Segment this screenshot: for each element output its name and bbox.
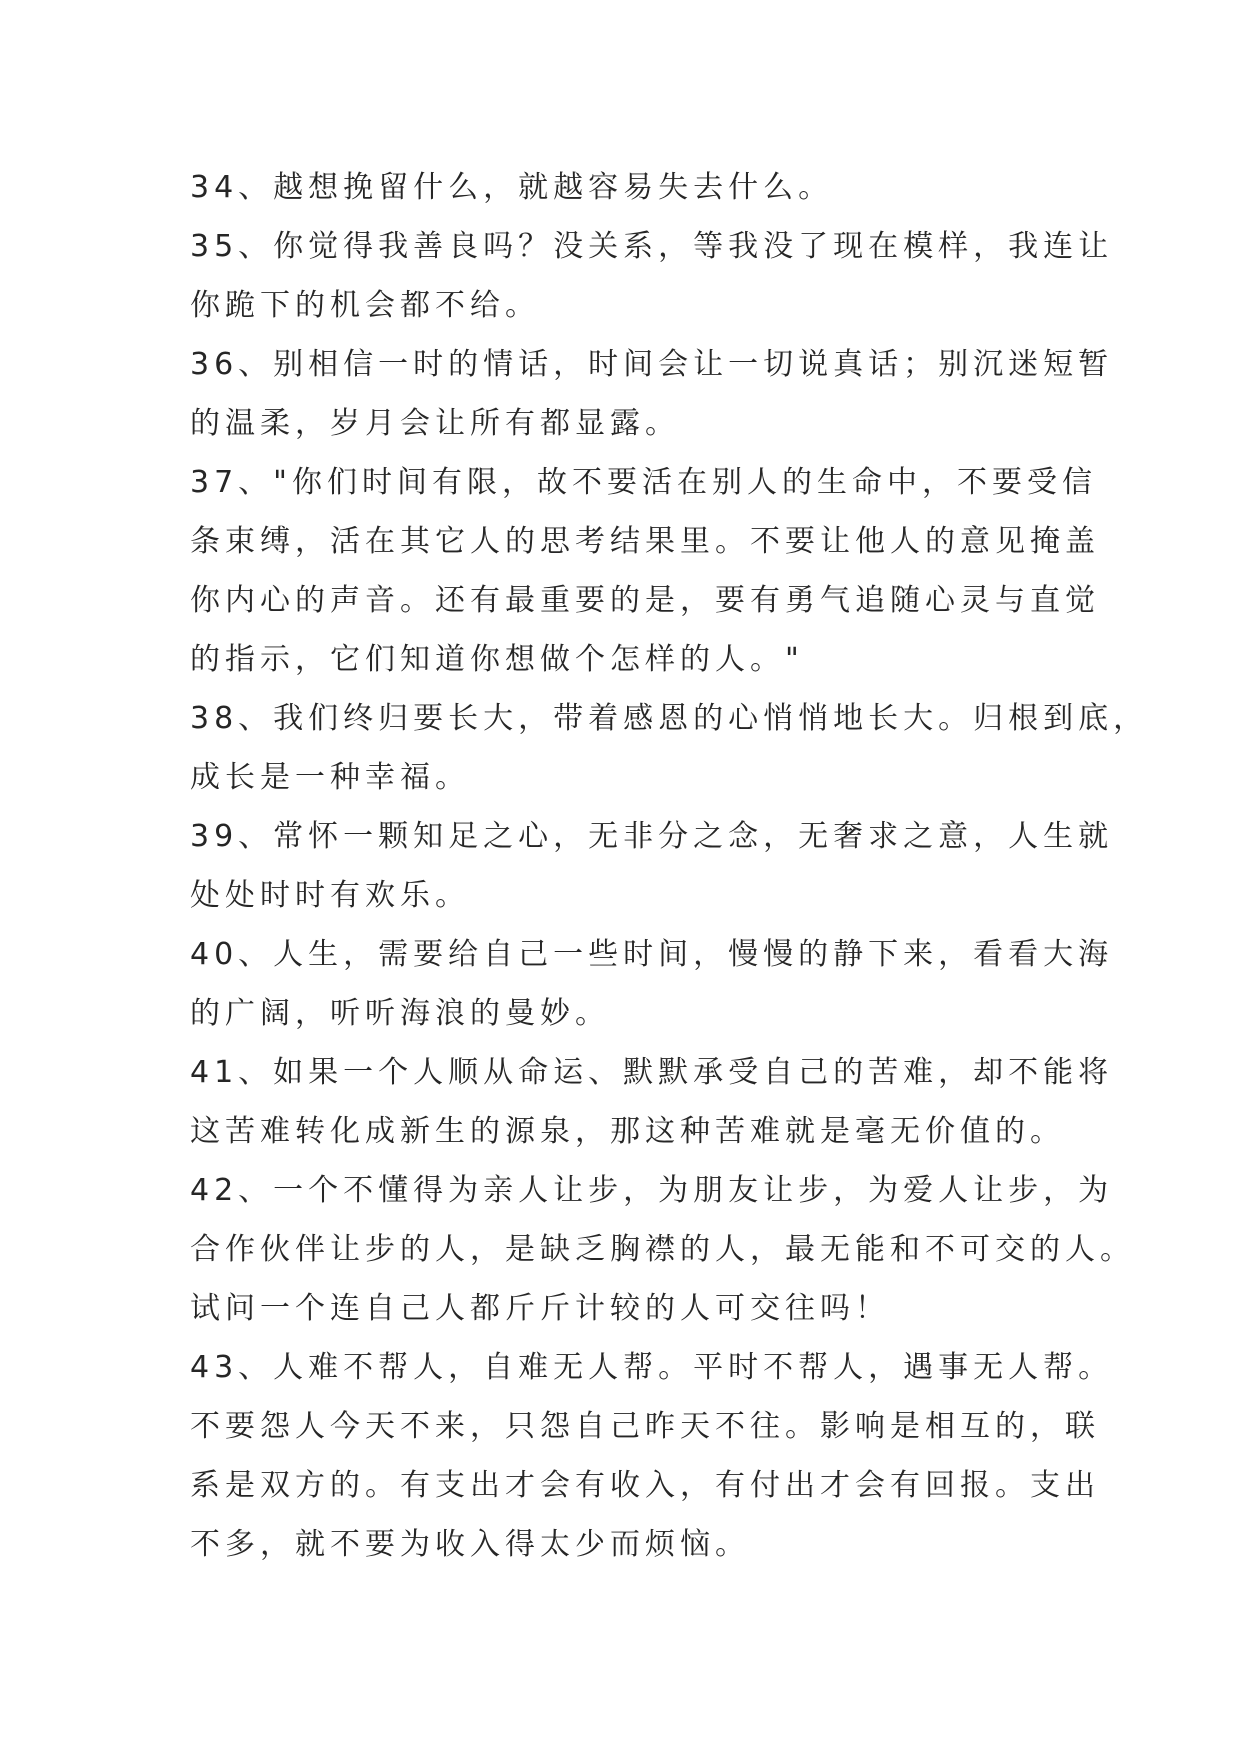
quote-line: 38、我们终归要长大，带着感恩的心悄悄地长大。归根到底， — [190, 701, 1149, 736]
quote-line: 43、人难不帮人，自难无人帮。平时不帮人，遇事无人帮。 — [190, 1350, 1114, 1385]
quote-entry-39 — [190, 807, 1114, 925]
quote-line: 不多，就不要为收入得太少而烦恼。 — [190, 1527, 750, 1562]
quote-line: 处处时时有欢乐。 — [190, 878, 470, 913]
quote-line: 系是双方的。有支出才会有收入，有付出才会有回报。支出 — [190, 1468, 1100, 1503]
quote-line: 你跪下的机会都不给。 — [190, 288, 540, 323]
quote-line: 的温柔，岁月会让所有都显露。 — [190, 406, 680, 441]
quote-line: 35、你觉得我善良吗？没关系，等我没了现在模样，我连让 — [190, 229, 1114, 264]
quote-line: 39、常怀一颗知足之心，无非分之念，无奢求之意，人生就 — [190, 819, 1114, 854]
quote-entry-40 — [190, 925, 1114, 1043]
quote-entry-35 — [190, 217, 1114, 335]
quote-line: 37、"你们时间有限，故不要活在别人的生命中，不要受信 — [190, 465, 1097, 500]
quote-line: 34、越想挽留什么，就越容易失去什么。 — [190, 170, 834, 205]
quote-entry-34 — [190, 158, 1070, 217]
quote-line: 合作伙伴让步的人，是缺乏胸襟的人，最无能和不可交的人。 — [190, 1232, 1135, 1267]
quote-line: 这苦难转化成新生的源泉，那这种苦难就是毫无价值的。 — [190, 1114, 1065, 1149]
quote-line: 不要怨人今天不来，只怨自己昨天不往。影响是相互的，联 — [190, 1409, 1100, 1444]
quote-line: 42、一个不懂得为亲人让步，为朋友让步，为爱人让步，为 — [190, 1173, 1114, 1208]
quote-entry-38 — [190, 689, 1149, 807]
quote-line: 的指示，它们知道你想做个怎样的人。" — [190, 642, 804, 677]
quote-line: 成长是一种幸福。 — [190, 760, 470, 795]
quote-list — [190, 158, 1149, 1574]
quote-line: 试问一个连自己人都斤斤计较的人可交往吗！ — [190, 1291, 890, 1326]
quote-line: 36、别相信一时的情话，时间会让一切说真话；别沉迷短暂 — [190, 347, 1114, 382]
quote-line: 的广阔，听听海浪的曼妙。 — [190, 996, 610, 1031]
quote-line: 你内心的声音。还有最重要的是，要有勇气追随心灵与直觉 — [190, 583, 1100, 618]
quote-entry-43 — [190, 1338, 1114, 1574]
quote-line: 条束缚，活在其它人的思考结果里。不要让他人的意见掩盖 — [190, 524, 1100, 559]
quote-entry-41 — [190, 1043, 1114, 1161]
quote-line: 41、如果一个人顺从命运、默默承受自己的苦难，却不能将 — [190, 1055, 1114, 1090]
quote-entry-42 — [190, 1161, 1135, 1338]
quote-line: 40、人生，需要给自己一些时间，慢慢的静下来，看看大海 — [190, 937, 1114, 972]
quote-entry-36 — [190, 335, 1114, 453]
quote-entry-37 — [190, 453, 1100, 689]
